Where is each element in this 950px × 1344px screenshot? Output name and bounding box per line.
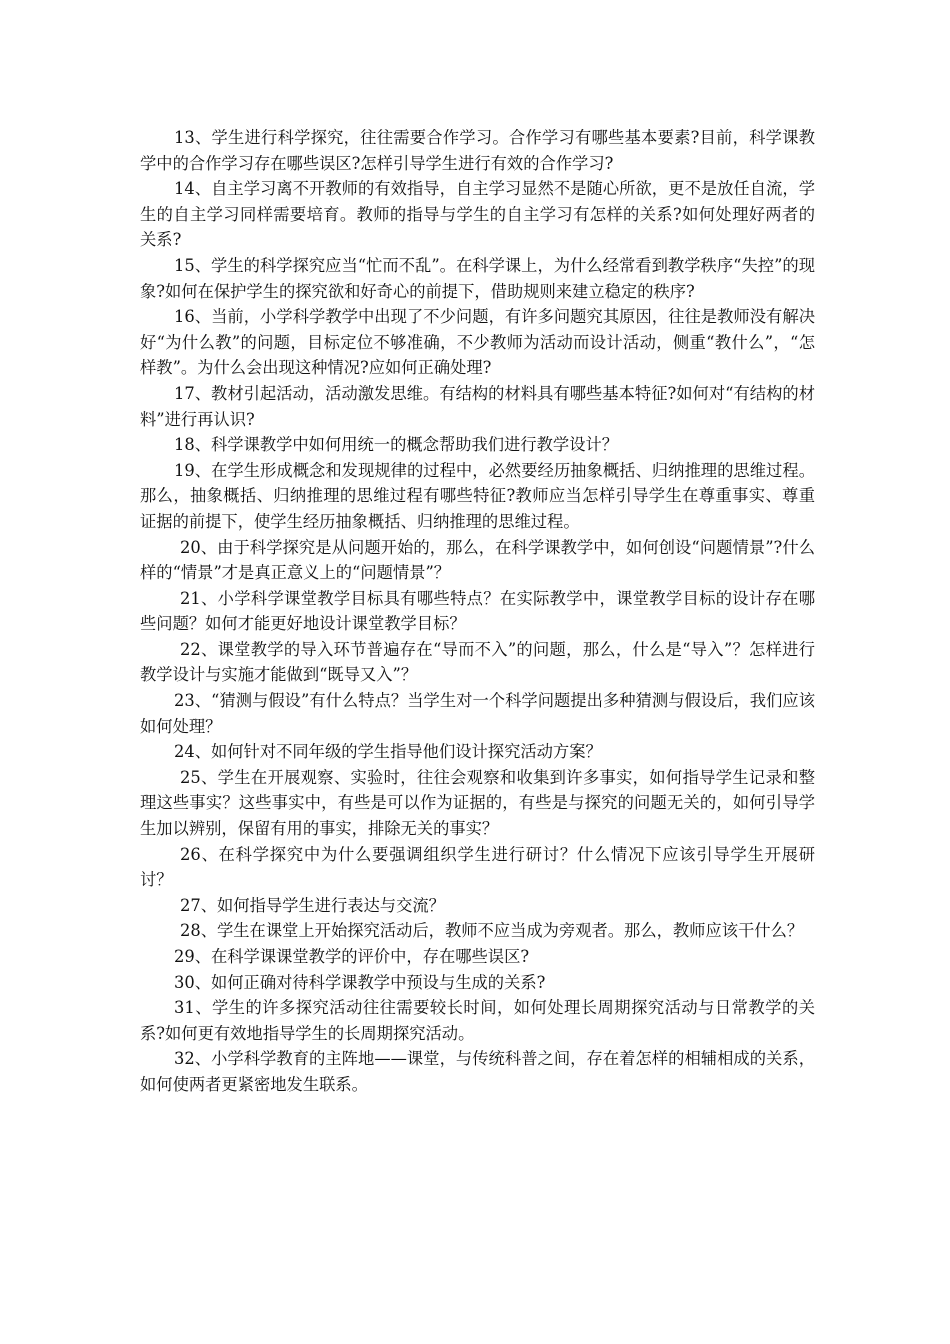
question-16: 16、当前，小学科学教学中出现了不少问题，有许多问题究其原因，往往是教师没有解决好“为什么教”的问题，目标定位不够准确，不少教师为活动而设计活动，侧重“教什么”，“怎样教”。为什么会出现这种情况?应如何正确处理? bbox=[140, 307, 815, 378]
question-24: 24、如何针对不同年级的学生指导他们设计探究活动方案？ bbox=[174, 742, 602, 762]
document-body bbox=[140, 125, 815, 1098]
question-19: 19、在学生形成概念和发现规律的过程中，必然要经历抽象概括、归纳推理的思维过程。那么，抽象概括、归纳推理的思维过程有哪些特征?教师应当怎样引导学生在尊重事实、尊重证据的前提下，使学生经历抽象概括、归纳推理的思维过程。 bbox=[140, 460, 815, 531]
question-30: 30、如何正确对待科学课教学中预设与生成的关系? bbox=[174, 972, 546, 992]
question-26: 26、在科学探究中为什么要强调组织学生进行研讨？什么情况下应该引导学生开展研讨？ bbox=[140, 844, 815, 890]
question-31: 31、学生的许多探究活动往往需要较长时间，如何处理长周期探究活动与日常教学的关系?如何更有效地指导学生的长周期探究活动。 bbox=[140, 998, 815, 1043]
question-21: 21、小学科学课堂教学目标具有哪些特点？在实际教学中，课堂教学目标的设计存在哪些问题？如何才能更好地设计课堂教学目标？ bbox=[140, 588, 815, 634]
question-27: 27、如何指导学生进行表达与交流？ bbox=[180, 895, 445, 915]
question-15: 15、学生的科学探究应当“忙而不乱”。在科学课上，为什么经常看到教学秩序“失控”的现象?如何在保护学生的探究欲和好奇心的前提下，借助规则来建立稳定的秩序? bbox=[140, 255, 815, 301]
question-13: 13、学生进行科学探究，往往需要合作学习。合作学习有哪些基本要素?目前，科学课教学中的合作学习存在哪些误区?怎样引导学生进行有效的合作学习? bbox=[140, 128, 815, 173]
question-23: 23、“猜测与假设”有什么特点？当学生对一个科学问题提出多种猜测与假设后，我们应该如何处理？ bbox=[140, 691, 815, 736]
question-20: 20、由于科学探究是从问题开始的，那么，在科学课教学中，如何创设“问题情景”?什么样的“情景”才是真正意义上的“问题情景”？ bbox=[140, 537, 815, 583]
question-29: 29、在科学课课堂教学的评价中，存在哪些误区? bbox=[174, 947, 530, 966]
question-32: 32、小学科学教育的主阵地——课堂，与传统科普之间，存在着怎样的相辅相成的关系，如何使两者更紧密地发生联系。 bbox=[140, 1049, 815, 1094]
question-14: 14、自主学习离不开教师的有效指导，自主学习显然不是随心所欲，更不是放任自流，学生的自主学习同样需要培育。教师的指导与学生的自主学习有怎样的关系?如何处理好两者的关系? bbox=[140, 179, 815, 250]
question-25: 25、学生在开展观察、实验时，往往会观察和收集到许多事实，如何指导学生记录和整理这些事实？这些事实中，有些是可以作为证据的，有些是与探究的问题无关的，如何引导学生加以辨别，保留有用的事实，排除无关的事实？ bbox=[140, 767, 815, 839]
question-18: 18、科学课教学中如何用统一的概念帮助我们进行教学设计？ bbox=[174, 435, 619, 455]
question-17: 17、教材引起活动，活动激发思维。有结构的材料具有哪些基本特征?如何对“有结构的材料”进行再认识? bbox=[140, 383, 815, 429]
question-28: 28、学生在课堂上开始探究活动后，教师不应当成为旁观者。那么，教师应该干什么？ bbox=[180, 921, 804, 941]
question-22: 22、课堂教学的导入环节普遍存在“导而不入”的问题，那么，什么是“导入”？怎样进行教学设计与实施才能做到“既导又入”？ bbox=[140, 639, 815, 685]
